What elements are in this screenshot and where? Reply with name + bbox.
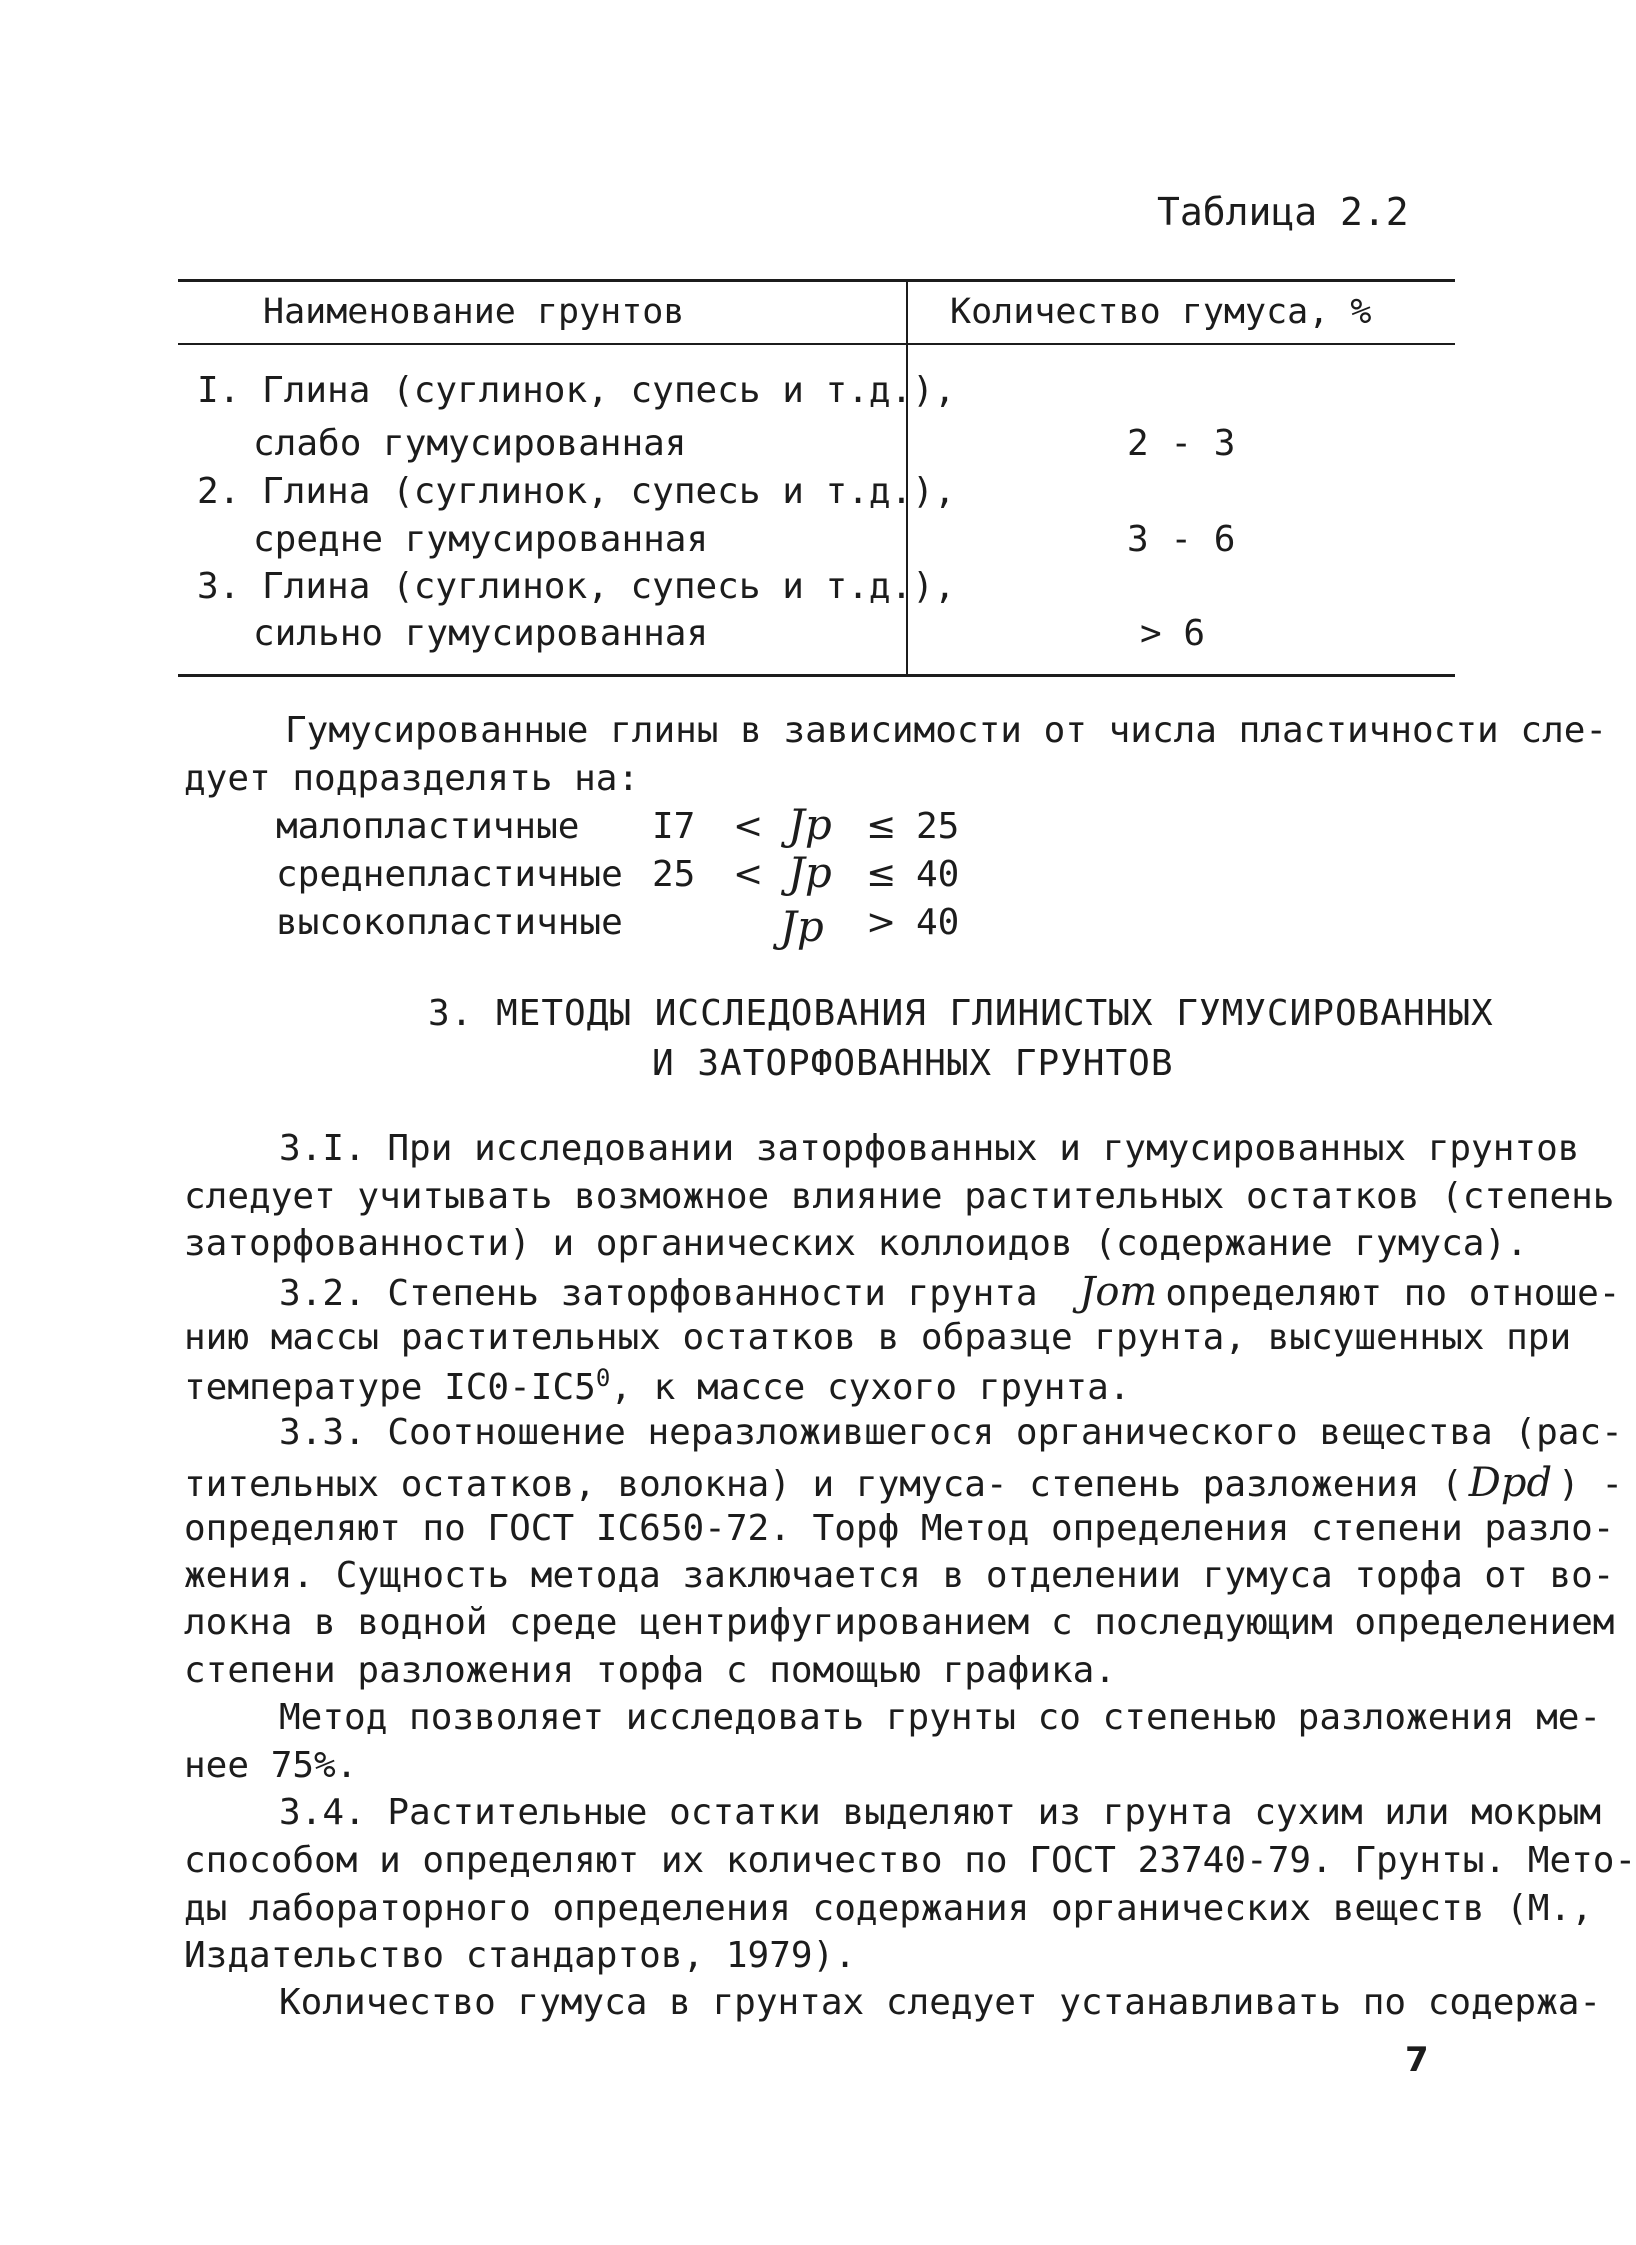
- class-name: высокопластичные: [276, 902, 623, 943]
- p34-line-2: способом и определяют их количество по ГОСТ 23740-79. Грунты. Мето-: [184, 1840, 1636, 1881]
- p33-line-4: жения. Сущность метода заключается в отделении гумуса торфа от во-: [184, 1555, 1615, 1596]
- class-op-2: ≤: [866, 806, 897, 847]
- p32-line-3: [184, 1364, 1130, 1408]
- class-name: малопластичные: [276, 806, 580, 847]
- class-upper: 40: [916, 854, 960, 895]
- p31-line-2: следует учитывать возможное влияние растительных остатков (степень: [184, 1176, 1615, 1217]
- header-soil-name: Наименование грунтов: [263, 292, 685, 332]
- p33b-line-2: нее 75%.: [184, 1745, 358, 1786]
- table-top-rule: [178, 279, 1455, 282]
- p33-line-3: определяют по ГОСТ IC650-72. Торф Метод определения степени разло-: [184, 1508, 1615, 1549]
- class-name: среднепластичные: [276, 854, 623, 895]
- intro-line-1: Гумусированные глины в зависимости от числа пластичности сле-: [285, 710, 1608, 751]
- row-1-line-1: I. Глина (суглинок, супесь и т.д.),: [197, 370, 956, 411]
- decomposition-symbol: Dрd: [1468, 1460, 1553, 1506]
- degree-superscript: 0: [595, 1364, 611, 1392]
- p32-line-3-tail: , к массе сухого грунта.: [610, 1367, 1131, 1408]
- p32-line-1: [279, 1269, 1620, 1315]
- p32-line-2: нию массы растительных остатков в образце грунта, высушенных при: [184, 1317, 1572, 1358]
- p33b-line-1: Метод позволяет исследовать грунты со степенью разложения ме-: [279, 1697, 1602, 1738]
- p34-line-4: Издательство стандартов, 1979).: [184, 1935, 856, 1976]
- row-2-value: 3 - 6: [1127, 519, 1236, 560]
- class-op-2: ≤: [866, 854, 897, 895]
- row-2-line-1: 2. Глина (суглинок, супесь и т.д.),: [197, 471, 956, 512]
- class-upper: 40: [916, 902, 960, 943]
- table-bottom-rule: [178, 674, 1455, 677]
- class-variable: Jp: [788, 848, 832, 897]
- class-op-1: <: [733, 806, 764, 847]
- row-3-value: > 6: [1140, 613, 1206, 654]
- class-op-2: >: [866, 902, 897, 943]
- row-1-value: 2 - 3: [1127, 423, 1236, 464]
- p33-line-2-tail: ) -: [1558, 1464, 1624, 1505]
- p33-line-6: степени разложения торфа с помощью графика.: [184, 1650, 1116, 1691]
- class-lower: 25: [652, 854, 696, 895]
- class-variable: Jp: [780, 902, 824, 951]
- class-op-1: <: [733, 854, 764, 895]
- p32-line-1-tail: определяют по отноше-: [1165, 1273, 1621, 1314]
- p32-line-3-text: температуре IC0-IC5: [184, 1367, 596, 1408]
- p34-line-3: ды лабораторного определения содержания органических веществ (М.,: [184, 1888, 1593, 1929]
- p34-line-1: 3.4. Растительные остатки выделяют из грунта сухим или мокрым: [279, 1792, 1602, 1833]
- page-number: 7: [1405, 2040, 1429, 2080]
- class-variable: Jp: [788, 800, 832, 849]
- header-humus-amount: Количество гумуса, %: [950, 292, 1372, 332]
- class-lower: I7: [652, 806, 696, 847]
- p35-line-1: Количество гумуса в грунтах следует устанавливать по содержа-: [279, 1982, 1602, 2023]
- p31-line-3: заторфованности) и органических коллоидов (содержание гумуса).: [184, 1223, 1528, 1264]
- table-caption: Таблица 2.2: [1157, 190, 1409, 234]
- row-3-line-1: 3. Глина (суглинок, супесь и т.д.),: [197, 566, 956, 607]
- class-upper: 25: [916, 806, 960, 847]
- p31-line-1: 3.I. При исследовании заторфованных и гумусированных грунтов: [279, 1128, 1580, 1169]
- table-header-rule: [178, 343, 1455, 345]
- section-title-line-1: 3. МЕТОДЫ ИССЛЕДОВАНИЯ ГЛИНИСТЫХ ГУМУСИРОВАННЫХ: [428, 993, 1494, 1034]
- p33-line-1: 3.3. Соотношение неразложившегося органического вещества (рас-: [279, 1412, 1623, 1453]
- intro-line-2: дует подразделять на:: [184, 758, 640, 799]
- turf-degree-symbol: Jот: [1079, 1269, 1158, 1315]
- row-1-line-2: слабо гумусированная: [253, 423, 687, 464]
- section-title-line-2: И ЗАТОРФОВАННЫХ ГРУНТОВ: [652, 1043, 1174, 1084]
- p33-line-5: локна в водной среде центрифугированием с последующим определением: [184, 1602, 1615, 1643]
- row-3-line-2: сильно гумусированная: [253, 613, 709, 654]
- p32-line-1-text: 3.2. Степень заторфованности грунта: [279, 1273, 1038, 1314]
- p33-line-2: [184, 1460, 1623, 1506]
- p33-line-2-text: тительных остатков, волокна) и гумуса- степень разложения (: [184, 1464, 1463, 1505]
- row-2-line-2: средне гумусированная: [253, 519, 709, 560]
